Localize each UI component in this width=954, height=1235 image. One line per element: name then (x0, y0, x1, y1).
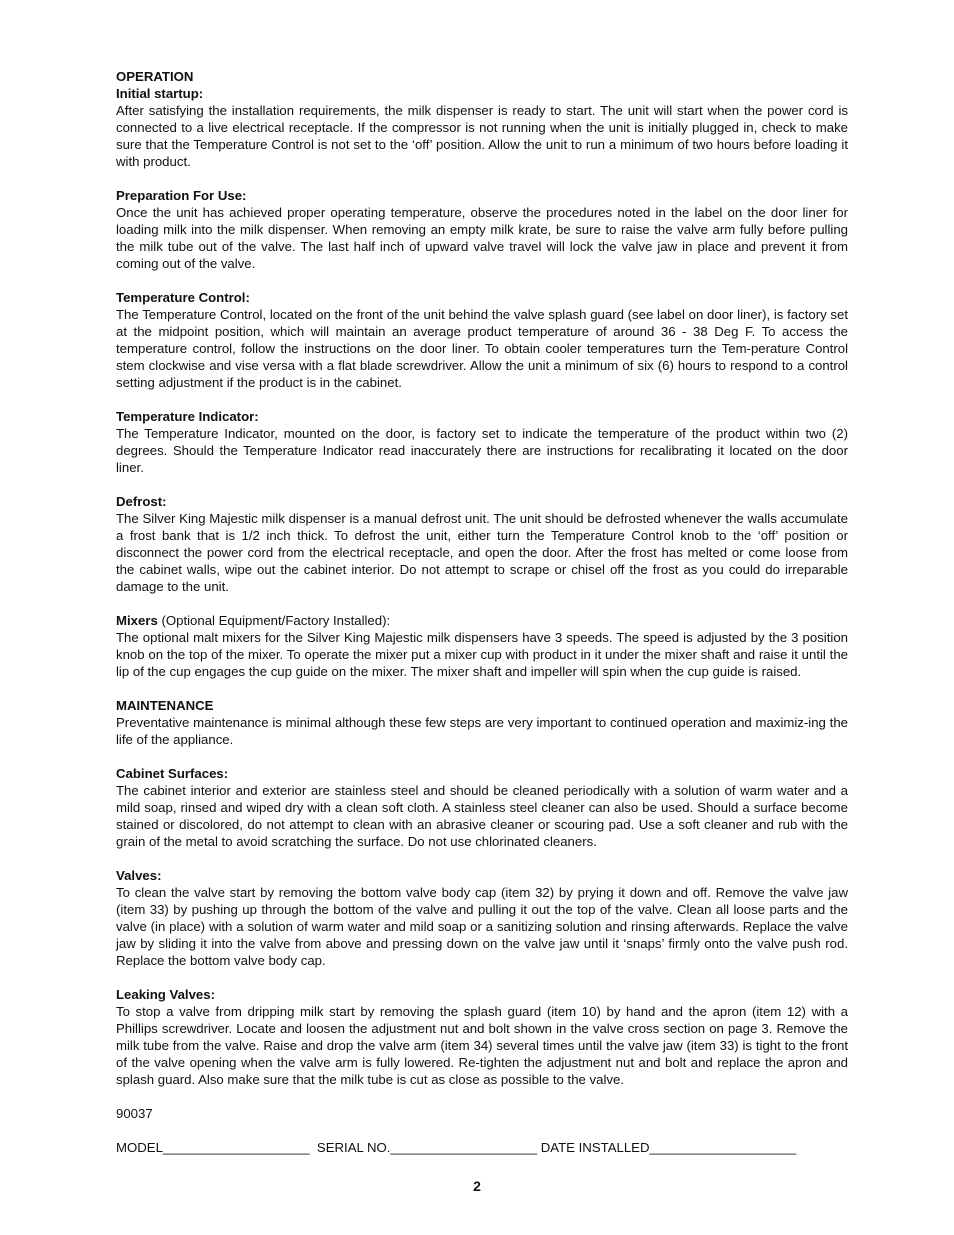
initial-startup-body: After satisfying the installation requirements, the milk dispenser is ready to start. The unit will start when the power cord is connected to a live electrical receptacle. If the compressor is not running when the unit is initially plugged in, check to make sure that the Temperature Control is not set to the ‘off’ position. Allow the unit to run a minimum of two hours before loading it with product. (116, 103, 848, 169)
document-body (116, 68, 848, 1156)
temperature-indicator-section (116, 408, 848, 476)
cabinet-surfaces-title: Cabinet Surfaces: (116, 766, 229, 781)
temperature-indicator-body: The Temperature Indicator, mounted on the door, is factory set to indicate the temperature of the product within two (2) degrees. Should the Temperature Indicator read inaccurately there are instructions for recalibrating it located on the door liner. (116, 426, 848, 475)
defrost-section (116, 493, 848, 595)
valves-body: To clean the valve start by removing the bottom valve body cap (item 32) by prying it down and off. Remove the valve jaw (item 33) by pushing up through the bottom of the valve and pulling it out the top of the valve. Clean all loose parts and the valve (in place) with a solution of warm water and mild soap or a sanitizing solution and rinsing afterwards. Replace the valve jaw by sliding it into the valve from above and pressing down on the valve jaw until it ‘snaps’ firmly onto the valve push rod. Replace the bottom valve body cap. (116, 885, 848, 968)
mixers-body: The optional malt mixers for the Silver King Majestic milk dispensers have 3 speeds. The speed is adjusted by the 3 position knob on the top of the mixer. To operate the mixer put a mixer cup with product in it under the mixer shaft and raise it until the lip of the cup engages the cup guide on the mixer. The mixer shaft and impeller will spin when the cup guide is raised. (116, 630, 848, 679)
preparation-section (116, 187, 848, 272)
defrost-body: The Silver King Majestic milk dispenser is a manual defrost unit. The unit should be defrosted whenever the walls accumulate a frost bank that is 1/2 inch thick. To defrost the unit, either turn the Temperature Control knob to the ‘off’ position or disconnect the power cord from the electrical receptacle, and open the door. After the frost has melted or come loose from the cabinet walls, wipe out the cabinet interior. Do not attempt to scrape or chisel off the frost as you could do irreparable damage to the unit. (116, 511, 848, 594)
preparation-body: Once the unit has achieved proper operating temperature, observe the procedures noted in the label on the door liner for loading milk into the milk dispenser. When removing an empty milk krate, be sure to raise the valve arm fully before pulling the milk tube out of the valve. The last half inch of upward valve travel will lock the valve jaw in place and prevent it from coming out of the valve. (116, 205, 848, 271)
maintenance-intro: Preventative maintenance is minimal although these few steps are very important to continued operation and maximiz-ing the life of the appliance. (116, 715, 848, 747)
mixers-title: Mixers (116, 613, 158, 628)
cabinet-surfaces-section (116, 765, 848, 850)
operation-heading: OPERATION (116, 69, 194, 84)
preparation-title: Preparation For Use: (116, 188, 247, 203)
cabinet-surfaces-body: The cabinet interior and exterior are stainless steel and should be cleaned periodically with a solution of warm water and a mild soap, rinsed and wiped dry with a clean soft cloth. A stainless steel cleaner can also be used. Should a surface become stained or discolored, do not attempt to clean with an abrasive cleaner or scouring pad. Use a soft cleaner and rub with the grain of the metal to avoid scratching the surface. Do not use chlorinated cleaners. (116, 783, 848, 849)
temperature-control-body: The Temperature Control, located on the front of the unit behind the valve splash guard (see label on door liner), is factory set at the midpoint position, which will maintain an average product temperature of around 36 - 38 Deg F. To access the temperature control, follow the instructions on the door liner. To obtain cooler temperatures turn the Tem-perature Control stem clockwise and vise versa with a flat blade screwdriver. Allow the unit a minimum of six (6) hours to respond to a control setting adjustment if the product is in the cabinet. (116, 307, 848, 390)
record-fields-line: MODEL____________________ SERIAL NO.____________________ DATE INSTALLED____________________ (116, 1140, 797, 1155)
valves-section (116, 867, 848, 969)
initial-startup-title: Initial startup: (116, 86, 204, 101)
leaking-valves-title: Leaking Valves: (116, 987, 215, 1002)
leaking-valves-section (116, 986, 848, 1088)
mixers-section (116, 612, 848, 680)
mixers-heading-line (116, 612, 848, 629)
maintenance-section (116, 697, 848, 748)
page-number: 2 (473, 1178, 481, 1194)
initial-startup-section (116, 68, 848, 170)
maintenance-heading: MAINTENANCE (116, 698, 214, 713)
defrost-title: Defrost: (116, 494, 167, 509)
valves-title: Valves: (116, 868, 162, 883)
temperature-indicator-title: Temperature Indicator: (116, 409, 259, 424)
temperature-control-section (116, 289, 848, 391)
mixers-note: (Optional Equipment/Factory Installed): (157, 613, 391, 628)
temperature-control-title: Temperature Control: (116, 290, 250, 305)
leaking-valves-body: To stop a valve from dripping milk start by removing the splash guard (item 10) by hand and the apron (item 12) with a Phillips screwdriver. Locate and loosen the adjustment nut and bolt shown in the valve cross section on page 3. Remove the milk tube from the valve. Raise and drop the valve arm (item 34) several times until the valve jaw (item 33) is tight to the front of the valve opening when the valve arm is fully lowered. Re-tighten the adjustment nut and bolt and replace the apron and splash guard. Also make sure that the milk tube is cut as close as possible to the valve. (116, 1004, 848, 1087)
document-code: 90037 (116, 1106, 153, 1121)
